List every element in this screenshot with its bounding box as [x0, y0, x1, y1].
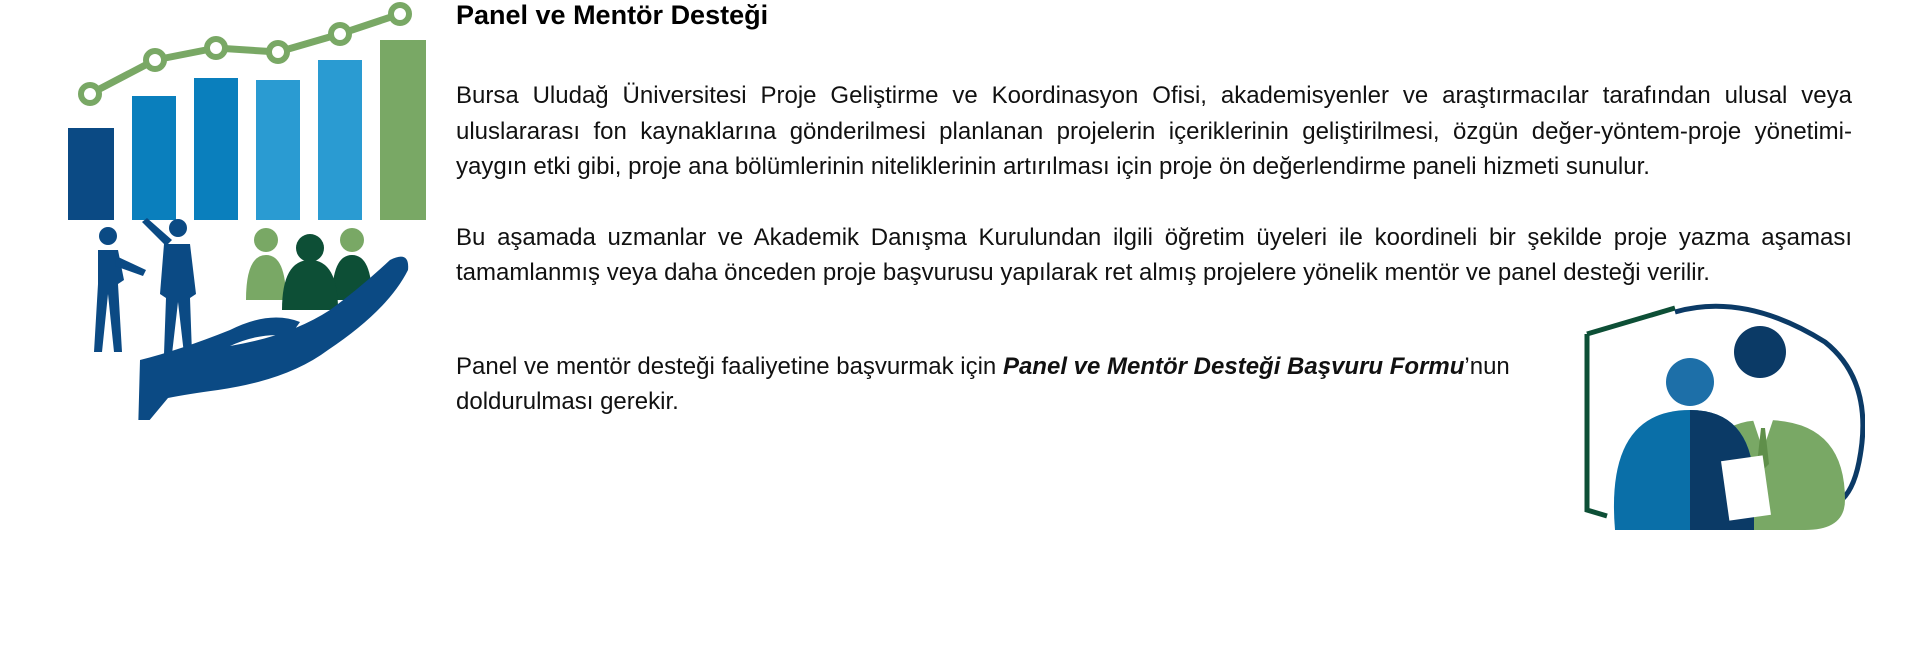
application-paragraph	[456, 349, 1576, 420]
chart-bar-icon	[68, 128, 114, 220]
chart-bar-icon	[256, 80, 300, 220]
application-text-after: ’nun doldurulması gerekir.	[456, 352, 1510, 415]
chart-bar-icon	[380, 40, 426, 220]
mentor-mentee-icon	[1575, 300, 1865, 540]
mentor-paragraph: Bu aşamada uzmanlar ve Akademik Danışma Kurulundan ilgili öğretim üyeleri ile koordineli bir şekilde proje yazma aşaması tamamlanmış veya daha önceden proje başvurusu yapılarak ret almış projelere yönelik mentör ve panel desteği verilir.	[456, 223, 1852, 286]
application-text-before: Panel ve mentör desteği faaliyetine başvurmak için	[456, 352, 1003, 380]
mentor-head-icon	[1734, 326, 1786, 378]
intro-paragraph: Bursa Uludağ Üniversitesi Proje Geliştirme ve Koordinasyon Ofisi, akademisyenler ve araştırmacılar tarafından ulusal veya uluslararası fon kaynaklarına gönderilmesi planlanan projelerin içeriklerinin geliştirilmesi, özgün değer-yöntem-proje yönetimi-yaygın etki gibi, proje ana bölümlerinin niteliklerinin artırılması için proje ön değerlendirme paneli hizmeti sunulur.	[456, 82, 1852, 180]
mentee-head-icon	[1666, 358, 1714, 406]
chart-bar-icon	[132, 96, 176, 220]
page-title: Panel ve Mentör Desteği	[456, 0, 769, 30]
chart-bar-icon	[194, 78, 238, 220]
document-icon	[1721, 455, 1771, 520]
growth-chart-team-hand-icon	[60, 0, 440, 420]
application-form-name: Panel ve Mentör Desteği Başvuru Formu	[1002, 352, 1465, 380]
presenter-figures-icon	[94, 218, 196, 354]
chart-bar-icon	[318, 60, 362, 220]
